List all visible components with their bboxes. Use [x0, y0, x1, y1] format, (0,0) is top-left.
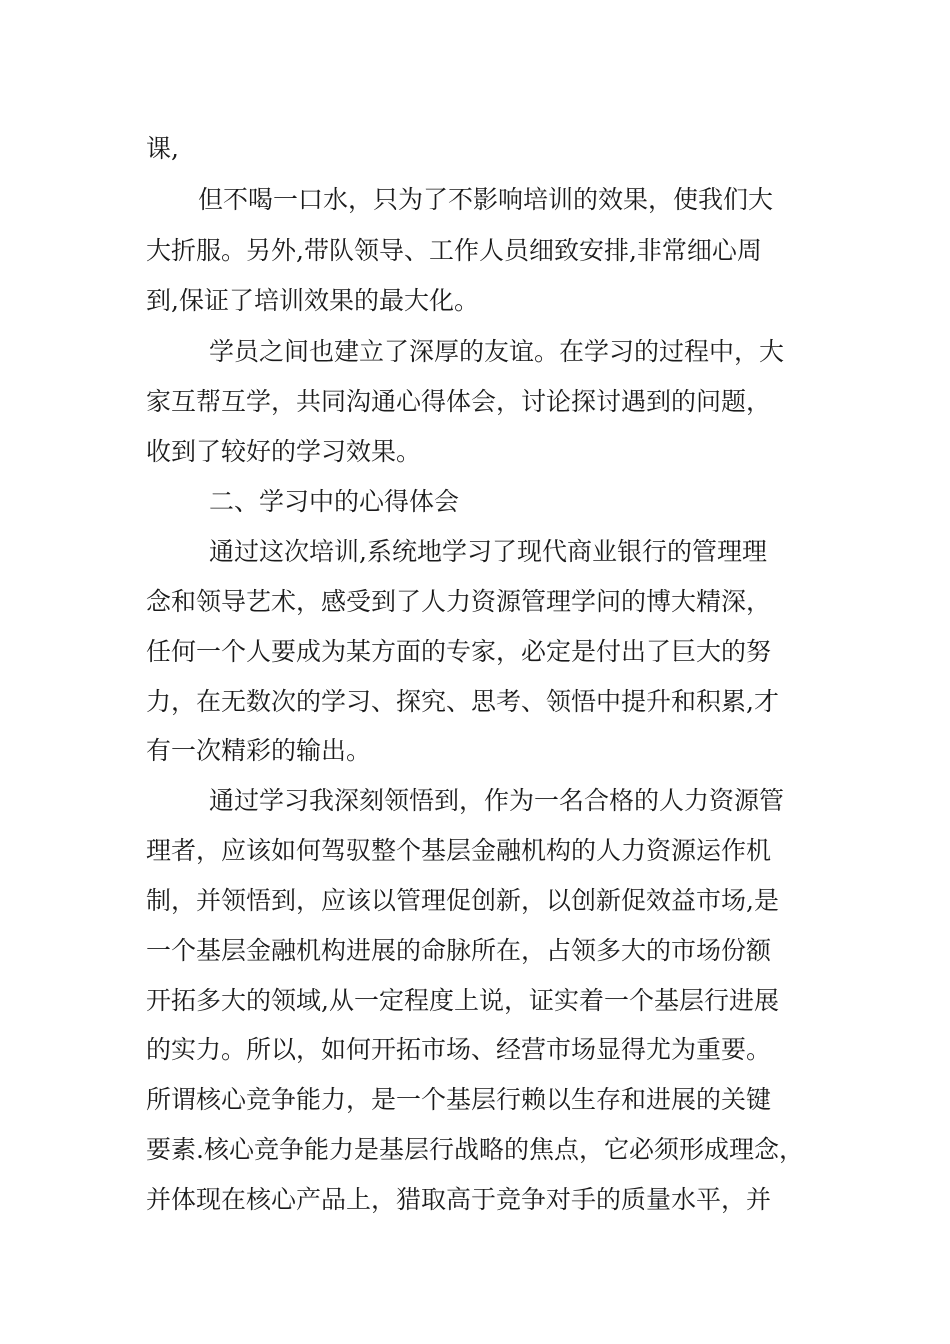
text-line: 收到了较好的学习效果。	[146, 437, 422, 466]
text-line: 的实力。所以，如何开拓市场、经营市场显得尤为重要。	[146, 1035, 772, 1064]
text-line: 并体现在核心产品上，猎取高于竞争对手的质量水平，并	[146, 1185, 772, 1214]
text-line: 通过这次培训,系统地学习了现代商业银行的管理理	[209, 537, 767, 566]
text-line: 所谓核心竞争能力，是一个基层行赖以生存和进展的关键	[146, 1085, 772, 1114]
text-line: 任何一个人要成为某方面的专家，必定是付出了巨大的努	[146, 637, 772, 666]
text-line: 要素.核心竞争能力是基层行战略的焦点，它必须形成理念，	[146, 1135, 804, 1164]
text-line: 但不喝一口水，只为了不影响培训的效果，使我们大	[198, 185, 774, 214]
text-line: 通过学习我深刻领悟到，作为一名合格的人力资源管	[209, 786, 785, 815]
section-heading: 二、学习中的心得体会	[209, 487, 460, 516]
text-line: 有一次精彩的输出。	[146, 736, 372, 765]
text-line: 课,	[146, 134, 179, 163]
text-line: 制，并领悟到，应该以管理促创新，以创新促效益市场,是	[146, 886, 779, 915]
text-line: 开拓多大的领域,从一定程度上说，证实着一个基层行进展	[146, 986, 779, 1015]
text-line: 学员之间也建立了深厚的友谊。在学习的过程中，大	[209, 337, 785, 366]
text-line: 一个基层金融机构进展的命脉所在，占领多大的市场份额	[146, 936, 772, 965]
text-line: 家互帮互学，共同沟通心得体会，讨论探讨遇到的问题，	[146, 387, 772, 416]
text-line: 到,保证了培训效果的最大化。	[146, 286, 479, 315]
text-line: 理者，应该如何驾驭整个基层金融机构的人力资源运作机	[146, 836, 772, 865]
text-line: 力，在无数次的学习、探究、思考、领悟中提升和积累,才	[146, 687, 779, 716]
text-line: 大折服。另外,带队领导、工作人员细致安排,非常细心周	[146, 236, 762, 265]
text-line: 念和领导艺术，感受到了人力资源管理学问的博大精深，	[146, 587, 772, 616]
